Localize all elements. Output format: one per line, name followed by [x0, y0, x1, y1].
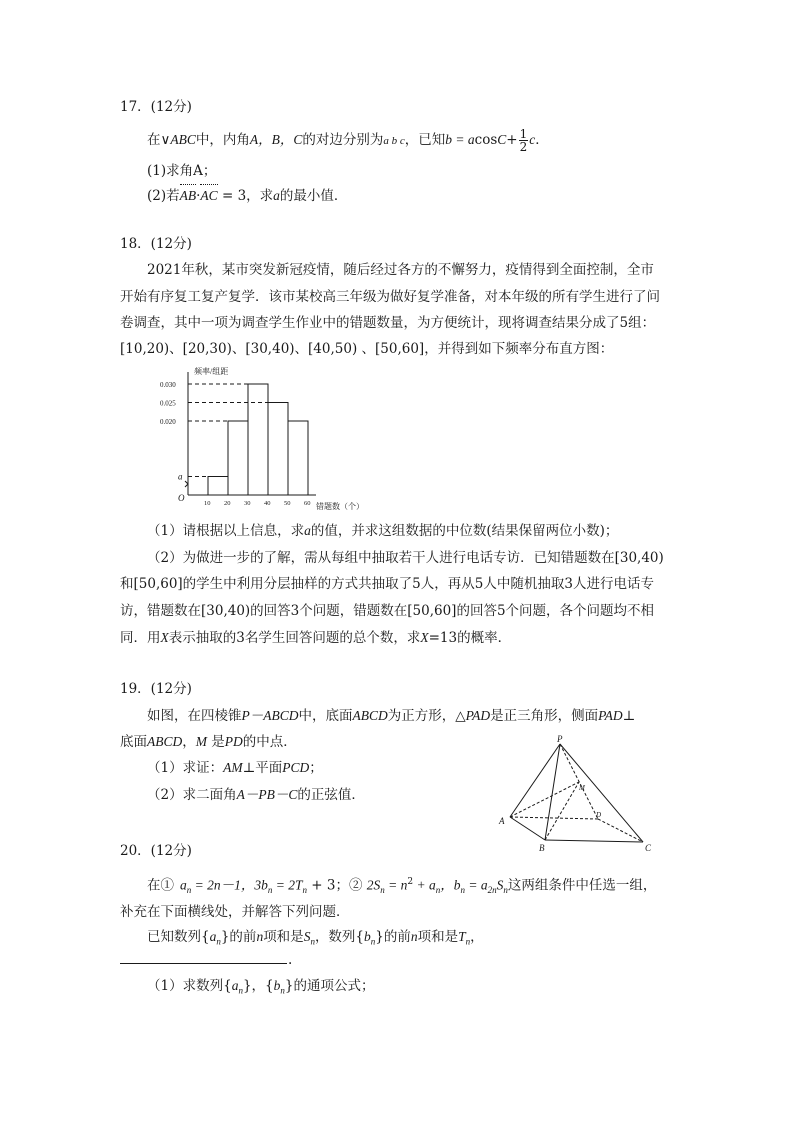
q18-header: 18．(12分) — [120, 236, 192, 252]
histogram-ylabel: 频率/组距 — [194, 367, 229, 376]
q18-part2-line: （2）为做进一步的了解，需从每组中抽取若干人进行电话专访．已知错题数在[30,40) — [147, 550, 664, 566]
q17-part1: (1)求角A； — [147, 163, 217, 179]
q18-part2-line: 访，错题数在[30,40)的回答3个问题，错题数在[50,60]的回答5个问题，各个问题均不相 — [120, 603, 655, 619]
q18-para-line: 卷调查，其中一项为调查学生作业中的错题数量，为方便统计，现将调查结果分成了5组： — [120, 315, 656, 331]
vertex-label-a: A — [499, 816, 505, 826]
q19-header: 19．(12分) — [120, 681, 192, 697]
histogram-xtick-label: 60 — [304, 500, 311, 507]
q20-line2: 补充在下面横线处，并解答下列问题． — [120, 904, 350, 920]
q19-line1: 如图，在四棱锥P－ABCD中，底面ABCD为正方形，△PAD是正三角形，侧面PAD⊥ — [147, 708, 636, 724]
answer-blank-period: . — [288, 952, 293, 968]
histogram-origin: O — [178, 493, 185, 503]
q18-para-line: [10,20)、[20,30)、[30,40)、[40,50) 、[50,60]，并得到如下频率分布直方图： — [120, 341, 614, 357]
q17-stem: 在∨ABC中，内角A，B，C的对边分别为a b c，已知b = acosC+ $\frac{1}{2}$ c． — [147, 127, 549, 154]
histogram-bar — [268, 403, 288, 496]
histogram-xtick-label: 30 — [244, 500, 251, 507]
q20-part1: （1）求数列$\{a_n\}$，$\{b_n\}$的通项公式； — [147, 978, 375, 996]
fraction-one-half: $\frac{1}{2}$ — [519, 127, 528, 154]
histogram-xlabel: 错题数（个） — [316, 502, 364, 511]
q20-header: 20．(12分) — [120, 843, 192, 859]
histogram-ytick-label: 0.025 — [160, 399, 176, 408]
point-label-m: M — [579, 784, 585, 792]
histogram-xtick-label: 50 — [284, 500, 291, 507]
histogram-bar — [248, 384, 268, 495]
answer-blank-line — [120, 963, 287, 964]
q17-header: 17．(12分) — [120, 99, 192, 115]
vector-ab: AB — [180, 186, 197, 206]
q19-part2: （2）求二面角A－PB－C的正弦值． — [147, 787, 365, 803]
pyramid-figure — [495, 732, 660, 854]
q19-line2: 底面ABCD，M 是PD的中点． — [120, 734, 297, 750]
histogram-ytick-label: a — [178, 471, 183, 482]
histogram-xtick-label: 10 — [204, 500, 211, 507]
histogram-bar — [288, 421, 308, 495]
q18-part2-last: 同．用X表示抽取的3名学生回答问题的总个数，求X=13的概率． — [120, 630, 512, 646]
q20-line1: 在① $a_n = 2n-1$，$3b_n = 2T_n + 3$；② $2S_n = n^2 + a_n$，$b_n = a_{2n}S_n$这两组条件中任选一组， — [147, 877, 657, 896]
vertex-label-p: P — [557, 734, 563, 744]
vertex-label-b: B — [539, 843, 545, 853]
vector-ac: AC — [200, 186, 217, 206]
histogram-ytick-label: 0.030 — [160, 381, 176, 389]
vertex-label-d: D — [596, 811, 602, 819]
q20-line3: 已知数列$\{a_n\}$的前n项和是$S_n$，数列$\{b_n\}$的前n项和是$T_n$， — [147, 929, 484, 947]
vertex-label-c: C — [645, 843, 652, 853]
q18-part2-line: 和[50,60]的学生中利用分层抽样的方式共抽取了5人，再从5人中随机抽取3人进行电话专 — [120, 576, 654, 592]
q19-part1: （1）求证：AM⊥平面PCD； — [147, 760, 323, 776]
histogram-ytick-label: 0.020 — [160, 418, 176, 426]
histogram-bar — [208, 477, 228, 496]
q18-part1: （1）请根据以上信息，求a的值，并求这组数据的中位数(结果保留两位小数)； — [147, 523, 619, 539]
histogram-xtick-label: 40 — [264, 500, 271, 507]
frequency-histogram — [160, 362, 390, 514]
histogram-bar — [228, 421, 248, 495]
q17-part2: (2)若AB·AC = 3，求a的最小值． — [147, 188, 348, 204]
histogram-xtick-label: 20 — [224, 500, 231, 507]
q18-para-line: 开始有序复工复产复学．该市某校高三年级为做好复学准备，对本年级的所有学生进行了问 — [120, 289, 660, 305]
q18-para-line: 2021年秋，某市突发新冠疫情，随后经过各方的不懈努力，疫情得到全面控制，全市 — [147, 262, 654, 278]
